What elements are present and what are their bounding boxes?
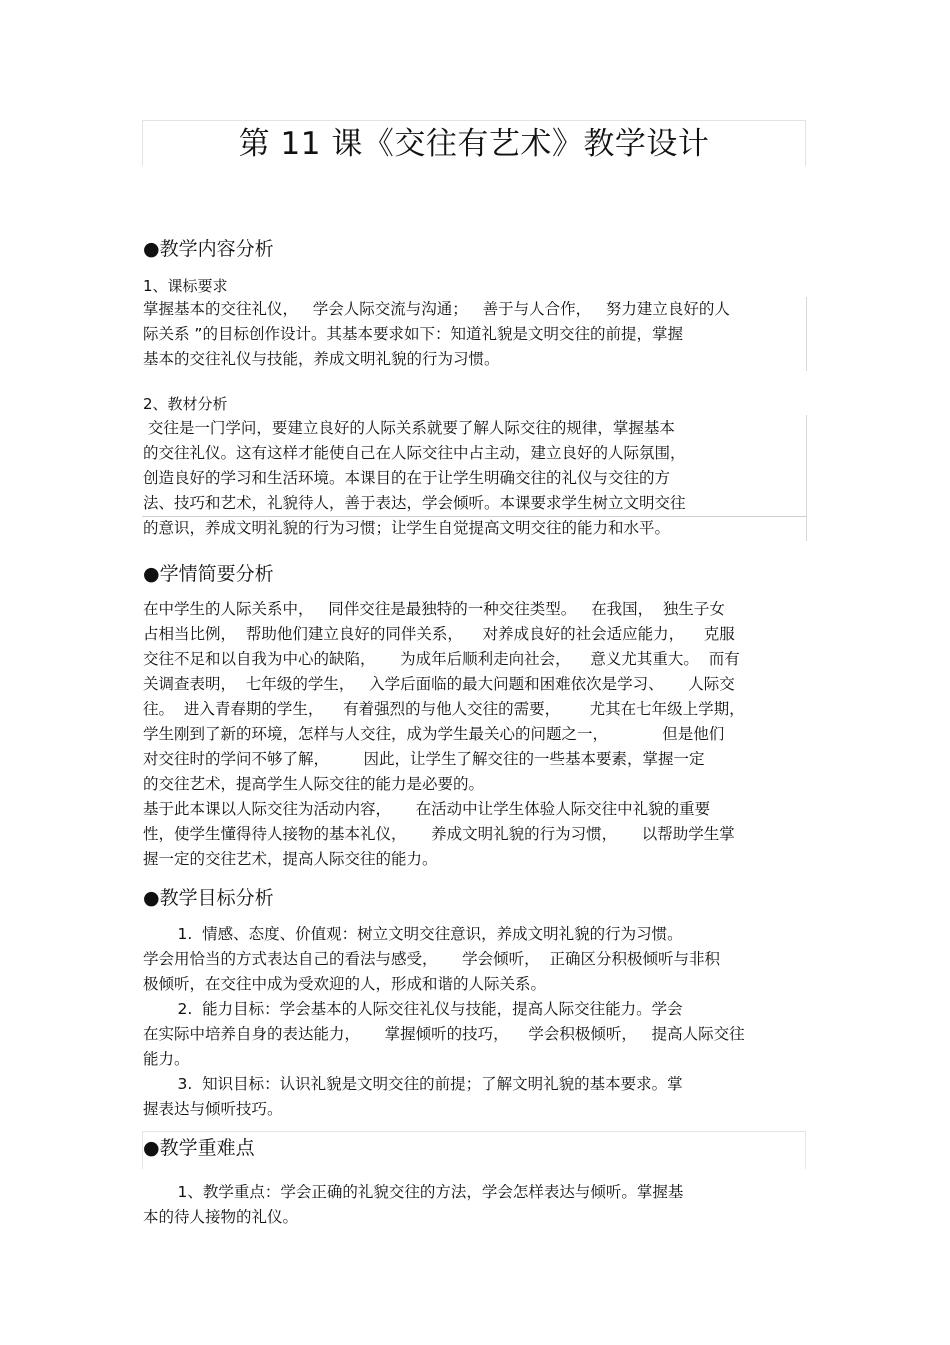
text-line: 能力。 [143,1050,190,1068]
text-line: 在实际中培养自身的表达能力， 掌握倾听的技巧， 学会积极倾听， 提高人际交往 [143,1025,745,1043]
frame-rule [806,297,807,371]
text-line: 1、教学重点：学会正确的礼貌交往的方法，学会怎样表达与倾听。掌握基 [143,1183,684,1201]
subheading-textbook-analysis: 2、教材分析 [143,395,228,413]
text-line: 对交往时的学问不够了解， 因此，让学生了解交往的一些基本要素，掌握一定 [143,750,705,768]
text-line: 学生刚到了新的环境，怎样与人交往，成为学生最关心的问题之一， 但是他们 [143,725,725,743]
section-heading-student-analysis: ●学情简要分析 [143,563,274,585]
paragraph-curriculum-standard [143,297,730,372]
text-line: 的交往艺术，提高学生人际交往的能力是必要的。 [143,775,485,793]
text-line: 极倾听，在交往中成为受欢迎的人，形成和谐的人际关系。 [143,975,547,993]
paragraph-textbook-analysis [143,416,686,541]
paragraph-student-analysis [143,597,745,872]
text-line: 基本的交往礼仪与技能，养成文明礼貌的行为习惯。 [143,350,500,368]
text-line: 法、技巧和艺术，礼貌待人，善于表达，学会倾听。本课要求学生树立文明交往 [143,494,686,512]
document-title: 第 11 课《交往有艺术》教学设计 [238,126,710,162]
text-line: 基于此本课以人际交往为活动内容， 在活动中让学生体验人际交往中礼貌的重要 [143,800,711,818]
text-line: 创造良好的学习和生活环境。本课目的在于让学生明确交往的礼仪与交往的方 [143,469,671,487]
paragraph-key-points [143,1180,683,1230]
section-heading-objectives: ●教学目标分析 [143,887,274,909]
text-line: 学会用恰当的方式表达自己的看法与感受， 学会倾听， 正确区分积极倾听与非积 [143,950,720,968]
text-line: 本的待人接物的礼仪。 [143,1208,299,1226]
text-line: 的意识，养成文明礼貌的行为习惯；让学生自觉提高文明交往的能力和水平。 [143,519,671,537]
subheading-curriculum-standard: 1、课标要求 [143,277,228,295]
text-line: 交往是一门学问，要建立良好的人际关系就要了解人际交往的规律，掌握基本 [143,419,675,437]
text-line: 掌握基本的交往礼仪， 学会人际交流与沟通； 善于与人合作， 努力建立良好的人 [143,300,730,318]
text-line: 往。 进入青春期的学生， 有着强烈的与他人交往的需要， 尤其在七年级上学期， [143,700,745,718]
text-line: 占相当比例， 帮助他们建立良好的同伴关系， 对养成良好的社会适应能力， 克服 [143,625,735,643]
text-line: 的交往礼仪。这有这样才能使自己在人际交往中占主动，建立良好的人际氛围， [143,444,686,462]
text-line: 握一定的交往艺术，提高人际交往的能力。 [143,850,438,868]
text-line: 1. 情感、态度、价值观：树立文明交往意识，养成文明礼貌的行为习惯。 [143,925,683,943]
text-line: 交往不足和以自我为中心的缺陷， 为成年后顺利走向社会， 意义尤其重大。 而有 [143,650,740,668]
text-line: 2. 能力目标：学会基本的人际交往礼仪与技能，提高人际交往能力。学会 [143,1000,683,1018]
text-line: 握表达与倾听技巧。 [143,1100,283,1118]
text-line: 性，使学生懂得待人接物的基本礼仪， 养成文明礼貌的行为习惯， 以帮助学生掌 [143,825,735,843]
text-line: 在中学生的人际关系中， 同伴交往是最独特的一种交往类型。 在我国， 独生子女 [143,600,725,618]
text-line: 关调查表明， 七年级的学生， 入学后面临的最大问题和困难依次是学习、 人际交 [143,675,735,693]
section-heading-key-points: ●教学重难点 [143,1137,255,1159]
text-line: 际关系 ”的目标创作设计。其基本要求如下：知道礼貌是文明交往的前提，掌握 [143,325,683,343]
text-line: 3. 知识目标：认识礼貌是文明交往的前提；了解文明礼貌的基本要求。掌 [143,1075,683,1093]
frame-rule [806,415,807,541]
paragraph-objectives [143,922,745,1122]
section-heading-content-analysis: ●教学内容分析 [143,238,274,260]
